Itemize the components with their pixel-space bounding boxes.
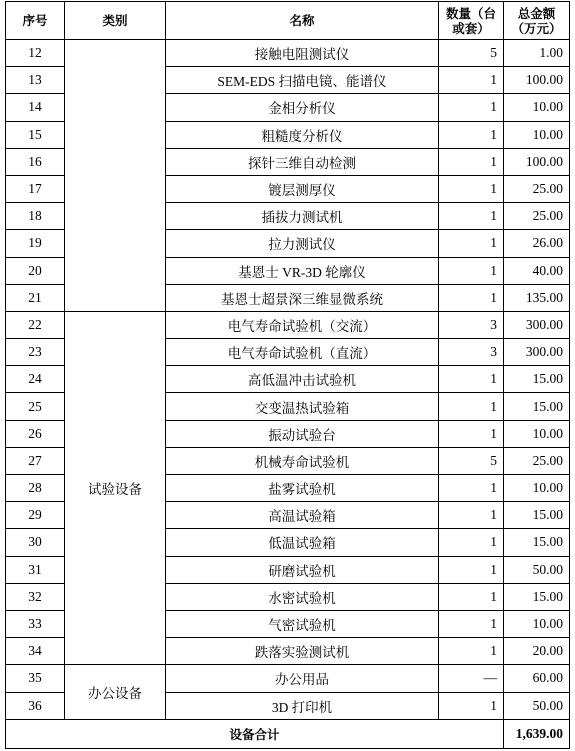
row-name: 插拔力测试机	[166, 203, 439, 230]
row-seq: 16	[6, 148, 65, 175]
header-qty-line2: 或套）	[452, 20, 490, 36]
row-amount: 60.00	[504, 665, 570, 692]
row-seq: 24	[6, 366, 65, 393]
table-row	[6, 665, 570, 692]
row-amount: 40.00	[504, 257, 570, 284]
row-name: 研磨试验机	[166, 556, 439, 583]
row-name: 振动试验台	[166, 420, 439, 447]
row-amount: 10.00	[504, 475, 570, 502]
row-seq: 12	[6, 40, 65, 67]
row-name: 基恩士 VR-3D 轮廓仪	[166, 257, 439, 284]
table-row	[6, 40, 570, 67]
row-qty: 1	[439, 94, 504, 121]
row-amount: 25.00	[504, 203, 570, 230]
row-name: 金相分析仪	[166, 94, 439, 121]
row-seq: 21	[6, 284, 65, 311]
row-amount: 25.00	[504, 447, 570, 474]
row-amount: 15.00	[504, 366, 570, 393]
row-seq: 34	[6, 638, 65, 665]
equipment-table	[5, 1, 570, 749]
row-seq: 26	[6, 420, 65, 447]
row-amount: 26.00	[504, 230, 570, 257]
row-name: 电气寿命试验机（直流）	[166, 339, 439, 366]
row-name: 基恩士超景深三维显微系统	[166, 284, 439, 311]
row-name: 高低温冲击试验机	[166, 366, 439, 393]
row-amount: 15.00	[504, 502, 570, 529]
row-amount: 300.00	[504, 339, 570, 366]
row-name: SEM-EDS 扫描电镜、能谱仪	[166, 67, 439, 94]
row-seq: 32	[6, 583, 65, 610]
row-name: 高温试验箱	[166, 502, 439, 529]
header-qty-line1: 数量（台	[445, 5, 496, 21]
table-row	[6, 311, 570, 338]
row-qty: 1	[439, 529, 504, 556]
header-amount-line2: （万元）	[511, 20, 562, 36]
row-qty: 5	[439, 40, 504, 67]
category-test-equipment: 试验设备	[65, 311, 166, 664]
row-seq: 19	[6, 230, 65, 257]
row-qty: 3	[439, 311, 504, 338]
row-seq: 15	[6, 121, 65, 148]
total-label: 设备合计	[6, 719, 504, 748]
row-amount: 50.00	[504, 556, 570, 583]
row-seq: 13	[6, 67, 65, 94]
row-name: 交变温热试验箱	[166, 393, 439, 420]
row-qty: 1	[439, 148, 504, 175]
row-name: 镀层测厚仪	[166, 175, 439, 202]
row-amount: 100.00	[504, 67, 570, 94]
row-seq: 35	[6, 665, 65, 692]
row-name: 跌落实验测试机	[166, 638, 439, 665]
header-amount-line1: 总金额	[517, 5, 556, 21]
row-seq: 36	[6, 692, 65, 719]
row-name: 办公用品	[166, 665, 439, 692]
row-seq: 23	[6, 339, 65, 366]
header-amount	[504, 2, 570, 40]
row-qty: 1	[439, 284, 504, 311]
row-qty: 1	[439, 610, 504, 637]
row-name: 3D 打印机	[166, 692, 439, 719]
row-name: 探针三维自动检测	[166, 148, 439, 175]
row-seq: 30	[6, 529, 65, 556]
row-name: 接触电阻测试仪	[166, 40, 439, 67]
total-amount: 1,639.00	[504, 719, 570, 748]
row-qty: 1	[439, 67, 504, 94]
row-qty: 1	[439, 502, 504, 529]
row-qty: 1	[439, 583, 504, 610]
row-seq: 22	[6, 311, 65, 338]
total-row	[6, 719, 570, 748]
row-amount: 135.00	[504, 284, 570, 311]
row-amount: 15.00	[504, 393, 570, 420]
row-seq: 29	[6, 502, 65, 529]
row-seq: 28	[6, 475, 65, 502]
row-name: 气密试验机	[166, 610, 439, 637]
row-seq: 18	[6, 203, 65, 230]
row-qty: 1	[439, 475, 504, 502]
header-category: 类别	[65, 2, 166, 40]
category-cell-blank	[65, 40, 166, 312]
row-qty: —	[439, 665, 504, 692]
row-amount: 20.00	[504, 638, 570, 665]
row-qty: 1	[439, 230, 504, 257]
row-qty: 1	[439, 203, 504, 230]
row-qty: 1	[439, 692, 504, 719]
header-name: 名称	[166, 2, 439, 40]
row-qty: 1	[439, 393, 504, 420]
row-amount: 15.00	[504, 529, 570, 556]
row-qty: 1	[439, 556, 504, 583]
row-seq: 33	[6, 610, 65, 637]
row-seq: 20	[6, 257, 65, 284]
row-name: 拉力测试仪	[166, 230, 439, 257]
category-office-equipment: 办公设备	[65, 665, 166, 719]
row-qty: 1	[439, 366, 504, 393]
row-amount: 1.00	[504, 40, 570, 67]
row-amount: 10.00	[504, 610, 570, 637]
row-amount: 100.00	[504, 148, 570, 175]
row-amount: 10.00	[504, 121, 570, 148]
row-qty: 1	[439, 420, 504, 447]
header-qty	[439, 2, 504, 40]
header-row	[6, 2, 570, 40]
row-qty: 5	[439, 447, 504, 474]
row-name: 水密试验机	[166, 583, 439, 610]
row-qty: 1	[439, 638, 504, 665]
row-qty: 1	[439, 121, 504, 148]
row-amount: 25.00	[504, 175, 570, 202]
row-amount: 15.00	[504, 583, 570, 610]
row-seq: 27	[6, 447, 65, 474]
row-qty: 3	[439, 339, 504, 366]
header-seq: 序号	[6, 2, 65, 40]
row-name: 机械寿命试验机	[166, 447, 439, 474]
row-amount: 10.00	[504, 94, 570, 121]
row-amount: 10.00	[504, 420, 570, 447]
row-qty: 1	[439, 175, 504, 202]
row-name: 电气寿命试验机（交流）	[166, 311, 439, 338]
row-amount: 300.00	[504, 311, 570, 338]
row-name: 盐雾试验机	[166, 475, 439, 502]
row-name: 低温试验箱	[166, 529, 439, 556]
row-amount: 50.00	[504, 692, 570, 719]
row-seq: 31	[6, 556, 65, 583]
row-name: 粗糙度分析仪	[166, 121, 439, 148]
row-qty: 1	[439, 257, 504, 284]
row-seq: 25	[6, 393, 65, 420]
row-seq: 14	[6, 94, 65, 121]
row-seq: 17	[6, 175, 65, 202]
